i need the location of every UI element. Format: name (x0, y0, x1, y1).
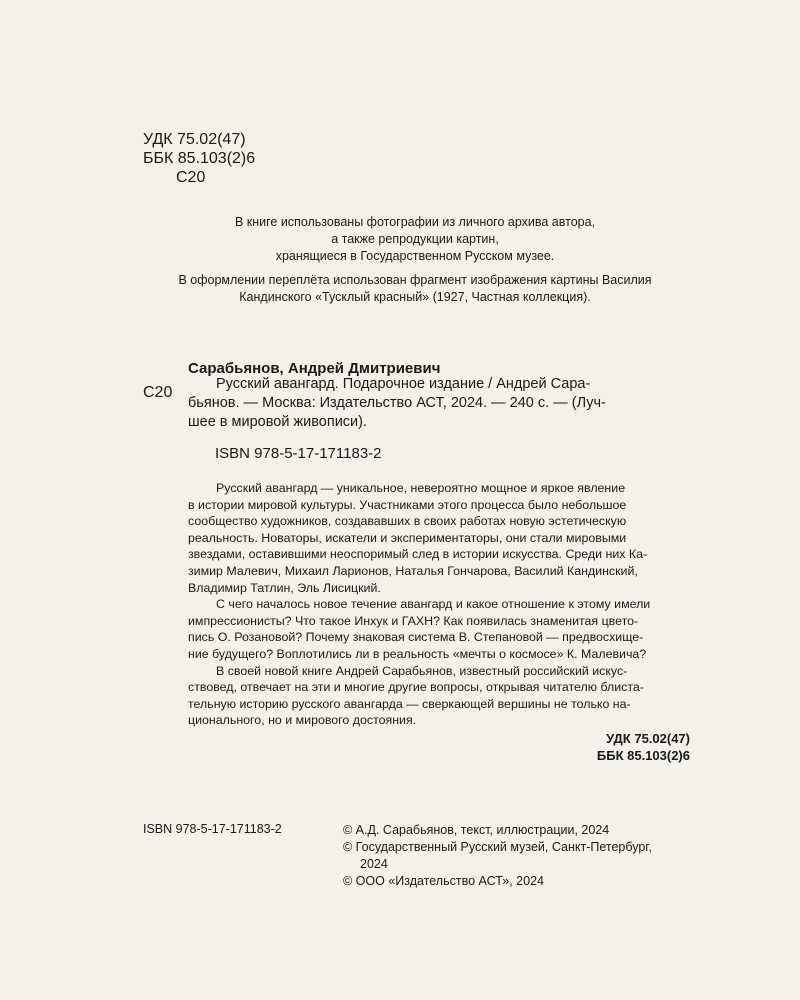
udk-code: УДК 75.02(47) (606, 731, 690, 746)
copyright-line: © Государственный Русский музей, Санкт-Петербург, (343, 840, 652, 854)
abstract-line: Русский авангард — уникальное, невероятно мощное и яркое явление (216, 481, 626, 495)
abstract-line: Владимир Татлин, Эль Лисицкий. (188, 580, 381, 595)
note-line: хранящиеся в Государственном Русском музее. (275, 249, 555, 263)
note-line: В оформлении переплёта использован фрагмент изображения картины Василия (178, 273, 652, 287)
photo-credits-note (120, 214, 710, 265)
bbk-code: ББК 85.103(2)6 (596, 748, 690, 763)
catalog-author: Сарабьянов, Андрей Дмитриевич (188, 360, 441, 377)
abstract-line: сообщество художников, создававших в своих работах новую эстетическую (188, 514, 627, 529)
abstract-line: звездами, оставившими неоспоримый след в истории искусства. Среди них Ка- (188, 547, 648, 562)
udk-code: УДК 75.02(47) (143, 131, 246, 148)
abstract-line: в истории мировой культуры. Участниками этого процесса было небольшое (188, 497, 627, 512)
note-line: а также репродукции картин, (331, 232, 499, 246)
abstract-line: зимир Малевич, Михаил Ларионов, Наталья Гончарова, Василий Кандинский, (188, 563, 638, 578)
abstract-line: пись О. Розановой? Почему знаковая система В. Степановой — предвосхище- (188, 630, 644, 645)
bib-line: шее в мировой живописи). (188, 414, 368, 430)
abstract-line: тельную историю русского авангарда — сверкающей вершины не только на- (188, 696, 631, 711)
note-line: Кандинского «Тусклый красный» (1927, Частная коллекция). (239, 290, 591, 304)
bbk-code: ББК 85.103(2)6 (143, 150, 256, 167)
abstract-line: ционального, но и мирового достояния. (188, 713, 417, 728)
author-mark: С20 (176, 169, 206, 186)
abstract-line: импрессионисты? Что такое Инхук и ГАХН? Как появилась знаменитая цвето- (188, 613, 639, 628)
copyright-line-continued: 2024 (360, 857, 388, 871)
bib-line: бьянов. — Москва: Издательство АСТ, 2024. — 240 с. — (Луч- (188, 395, 606, 411)
abstract-line: ние будущего? Воплотились ли в реальность «мечты о космосе» К. Малевича? (188, 646, 647, 661)
abstract-line: С чего началось новое течение авангард и какое отношение к этому имели (216, 597, 651, 612)
abstract-line: ствовед, отвечает на эти и многие другие вопросы, открывая читателю блиста- (188, 680, 644, 695)
copyright-line: © А.Д. Сарабьянов, текст, иллюстрации, 2024 (343, 823, 610, 837)
catalog-isbn: ISBN 978-5-17-171183-2 (215, 445, 382, 462)
classification-block-bottom (560, 730, 690, 764)
note-line: В книге использованы фотографии из личного архива автора, (234, 215, 596, 229)
copyright-block (343, 822, 652, 890)
classification-block-top (143, 130, 255, 187)
abstract-line: В своей новой книге Андрей Сарабьянов, известный российский искус- (216, 663, 628, 678)
catalog-author-mark: С20 (143, 384, 173, 401)
abstract (188, 480, 688, 729)
imprint-isbn: ISBN 978-5-17-171183-2 (143, 822, 282, 836)
cover-credits-note (120, 272, 710, 306)
abstract-line: реальность. Новаторы, искатели и экспериментаторы, они стали мировыми (188, 530, 627, 545)
bibliographic-description (188, 375, 696, 432)
bib-line: Русский авангард. Подарочное издание / Андрей Сара- (216, 376, 591, 392)
copyright-line: © ООО «Издательство АСТ», 2024 (343, 874, 544, 888)
